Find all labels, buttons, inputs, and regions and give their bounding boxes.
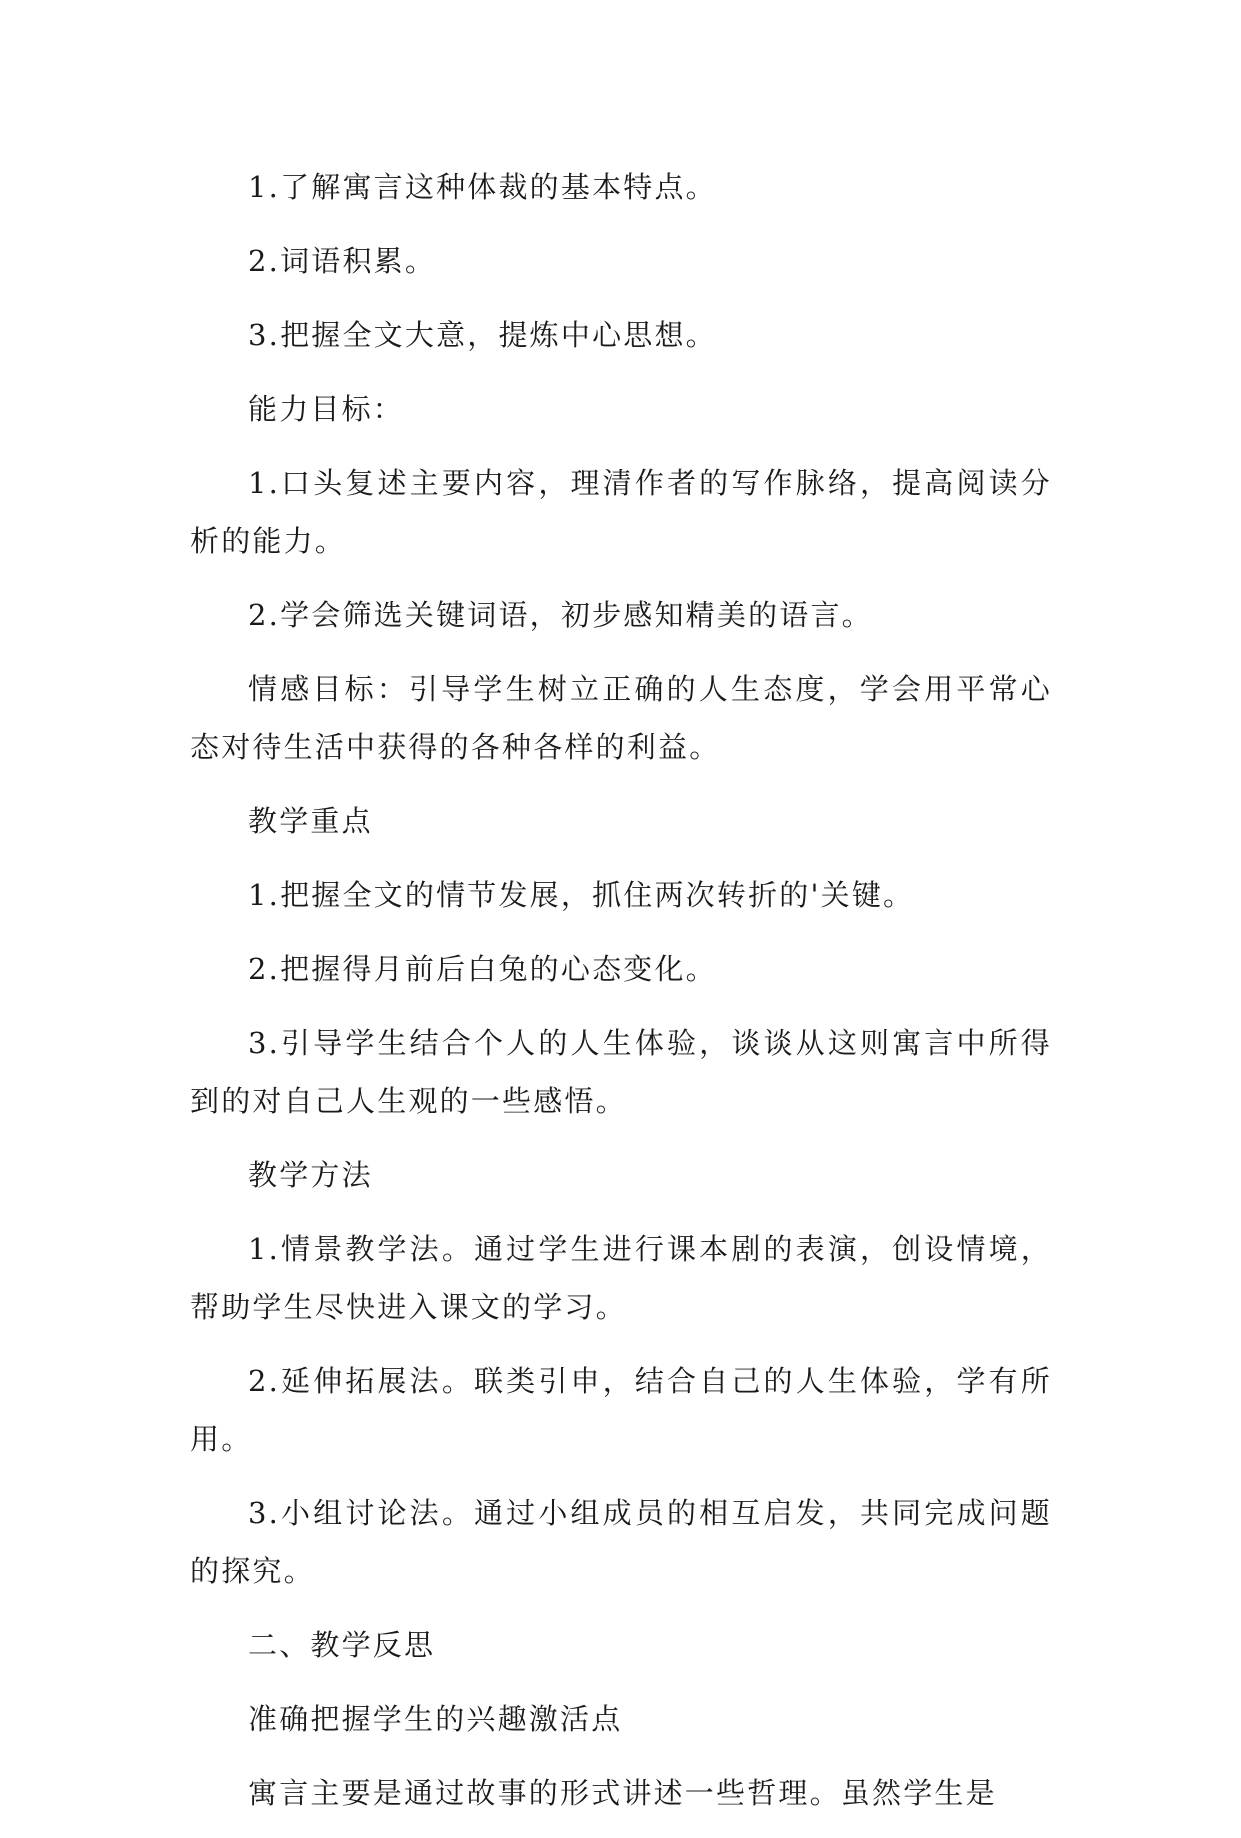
heading-teaching-methods: 教学方法 — [248, 1158, 373, 1192]
paragraph-ability-2: 2.学会筛选关键词语，初步感知精美的语言。 — [248, 598, 873, 632]
paragraph-emotional-goal: 情感目标：引导学生树立正确的人生态度，学会用平常心态对待生活中获得的各种各样的利益。 — [190, 672, 1052, 764]
paragraph-method-1: 1.情景教学法。通过学生进行课本剧的表演，创设情境，帮助学生尽快进入课文的学习。 — [190, 1232, 1052, 1324]
paragraph-reflection-subheading: 准确把握学生的兴趣激活点 — [248, 1702, 623, 1736]
paragraph-method-2: 2.延伸拓展法。联类引申，结合自己的人生体验，学有所用。 — [190, 1364, 1052, 1456]
document-body — [190, 158, 1052, 1838]
heading-ability-goals: 能力目标： — [248, 392, 405, 426]
heading-teaching-reflection: 二、教学反思 — [248, 1628, 436, 1662]
paragraph-focus-1: 1.把握全文的情节发展，抓住两次转折的'关键。 — [248, 878, 915, 912]
paragraph-objective-3: 3.把握全文大意，提炼中心思想。 — [248, 318, 717, 352]
paragraph-method-3: 3.小组讨论法。通过小组成员的相互启发，共同完成问题的探究。 — [190, 1496, 1052, 1588]
paragraph-ability-1: 1.口头复述主要内容，理清作者的写作脉络，提高阅读分析的能力。 — [190, 466, 1052, 558]
paragraph-objective-1: 1.了解寓言这种体裁的基本特点。 — [248, 170, 717, 204]
paragraph-objective-2: 2.词语积累。 — [248, 244, 437, 278]
paragraph-focus-3: 3.引导学生结合个人的人生体验，谈谈从这则寓言中所得到的对自己人生观的一些感悟。 — [190, 1026, 1052, 1118]
paragraph-reflection-body: 寓言主要是通过故事的形式讲述一些哲理。虽然学生是 — [248, 1776, 997, 1810]
heading-teaching-focus: 教学重点 — [248, 804, 373, 838]
paragraph-focus-2: 2.把握得月前后白兔的心态变化。 — [248, 952, 717, 986]
